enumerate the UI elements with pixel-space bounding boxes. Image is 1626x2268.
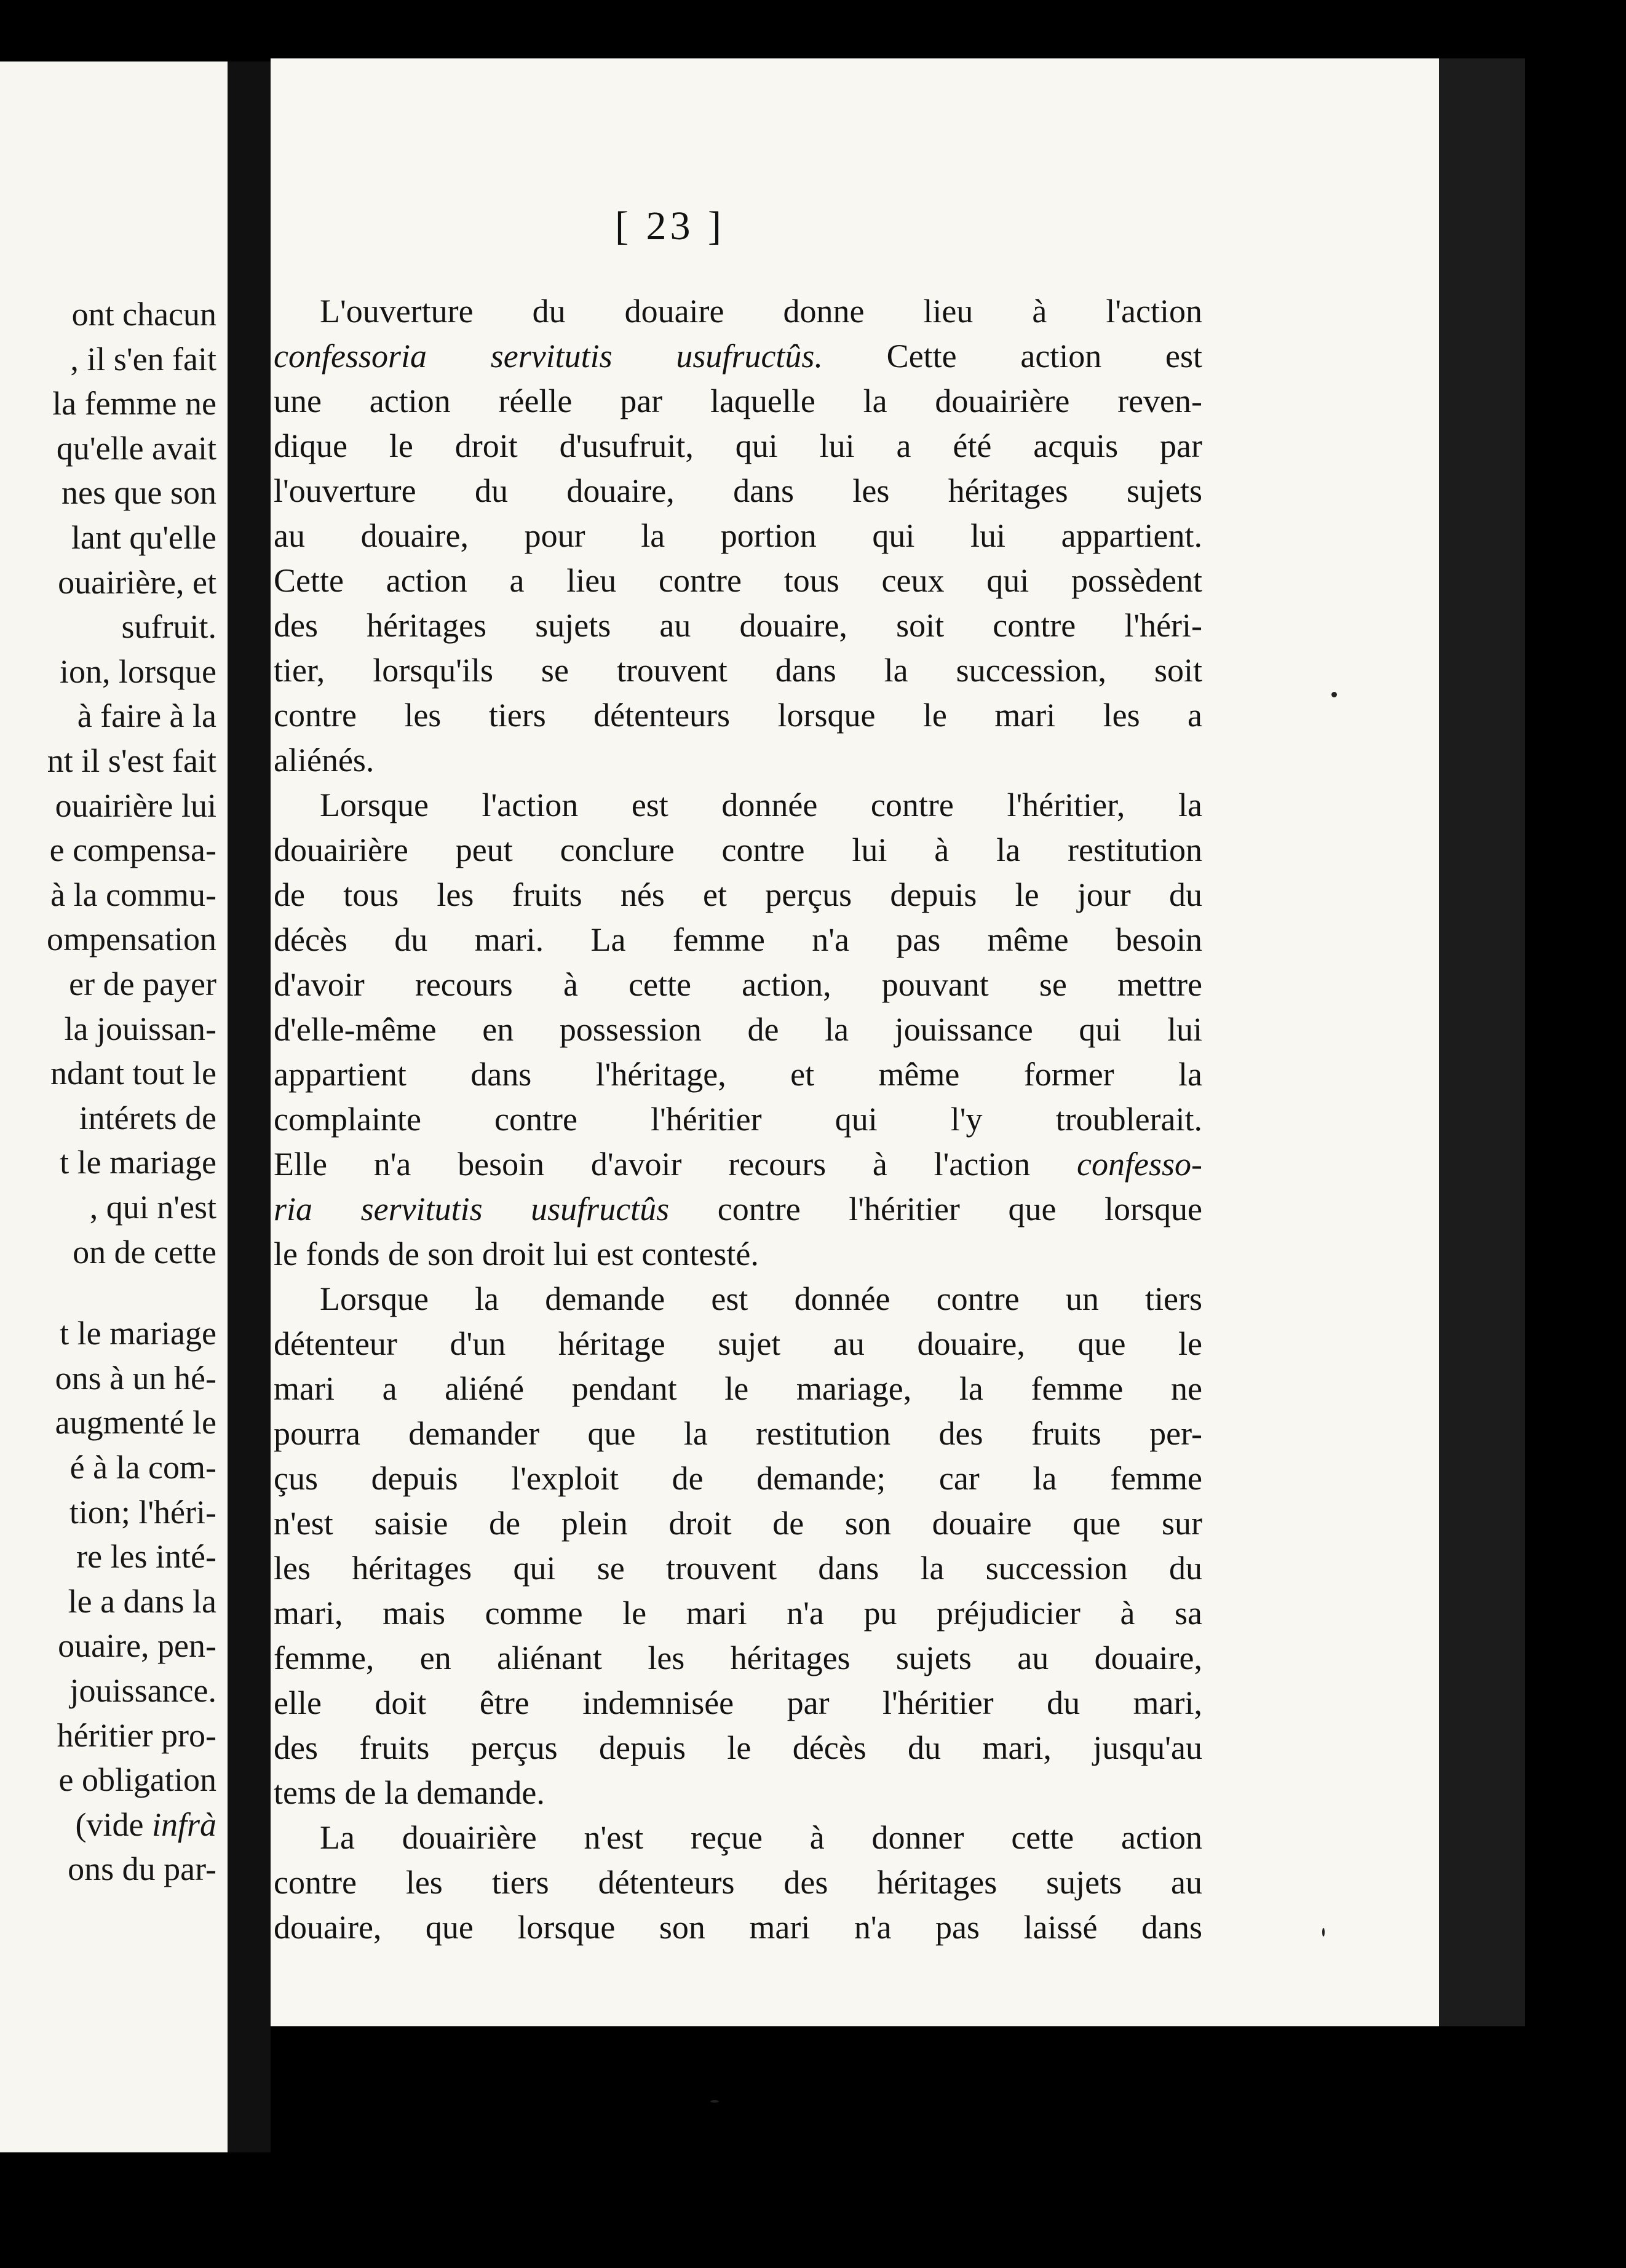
text-run: complainte contre l'héritier qui l'y troublerait. [274,1101,1202,1138]
text-run: l'ouverture du douaire, dans les héritages sujets [274,472,1202,509]
paragraph [274,1815,1202,1950]
text-line [274,828,1202,873]
text-run: mari, mais comme le mari n'a pu préjudicier à sa [274,1595,1202,1632]
text-line [274,424,1202,469]
left-page-fragment: ion, lorsque [60,652,216,690]
text-run: Lorsque la demande est donnée contre un tiers [320,1280,1202,1317]
left-page-fragment: t le mariage [60,1315,216,1352]
left-page-fragment: on de cette [73,1233,216,1271]
text-line [274,1905,1202,1950]
text-run: Lorsque l'action est donnée contre l'héritier, la [320,787,1202,823]
left-page-fragment: é à la com- [69,1449,216,1486]
text-run: mari a aliéné pendant le mariage, la femme ne [274,1370,1202,1407]
text-line [274,783,1202,828]
text-run: de tous les fruits nés et perçus depuis le jour du [274,876,1202,913]
text-run: Elle n'a besoin d'avoir recours à l'action [274,1146,1077,1183]
text-run: çus depuis l'exploit de demande; car la femme [274,1460,1202,1497]
page-edge-shadow [1439,58,1525,2026]
italic-latin-term: ria servitutis usufructûs [274,1191,670,1227]
text-run: décès du mari. La femme n'a pas même besoin [274,921,1202,958]
text-line [274,558,1202,603]
text-run: n'est saisie de plein droit de son douaire que sur [274,1505,1202,1542]
left-page-fragment: ons à un hé- [55,1359,216,1397]
text-run: des fruits perçus depuis le décès du mari, jusqu'au [274,1729,1202,1766]
text-line [274,1277,1202,1322]
page-number: [ 23 ] [615,204,725,248]
left-page-fragment: ouairière lui [55,787,216,824]
text-run: femme, en aliénant les héritages sujets au douaire, [274,1640,1202,1676]
text-line [274,1411,1202,1456]
text-run: d'elle-même en possession de la jouissance qui lui [274,1011,1202,1048]
text-line [274,1187,1202,1232]
left-page-fragment: ouairière, et [58,563,216,601]
text-run: contre les tiers détenteurs lorsque le mari les a [274,697,1202,734]
text-line [274,1007,1202,1052]
italic-latin-term: confesso- [1077,1146,1202,1183]
left-page-fragment: (vide infrà [75,1806,216,1843]
left-page-fragment: la femme ne [52,385,216,422]
text-line [274,693,1202,738]
left-page-fragment: jouissance. [69,1672,216,1709]
text-line [274,1052,1202,1097]
text-line [274,513,1202,558]
text-run: aliénés. [274,742,375,779]
text-run: Cette action est [822,338,1203,375]
left-page-fragment: à faire à la [77,697,216,735]
text-line [274,1232,1202,1277]
text-run: une action réelle par laquelle la douairière reven- [274,383,1202,419]
left-page-fragment: sufruit. [121,608,216,646]
text-run: des héritages sujets au douaire, soit contre l'héri- [274,607,1202,644]
text-run: détenteur d'un héritage sujet au douaire, que le [274,1325,1202,1362]
text-line [274,648,1202,693]
paragraph [274,783,1202,1277]
left-page-fragment: ons du par- [68,1850,216,1888]
text-run: contre l'héritier que lorsque [669,1191,1202,1227]
text-run: au douaire, pour la portion qui lui appartient. [274,517,1202,554]
text-run: tems de la demande. [274,1774,545,1811]
left-page-fragment: t le mariage [60,1144,216,1181]
text-line [274,1815,1202,1860]
text-line [274,1322,1202,1366]
text-run: elle doit être indemnisée par l'héritier du mari, [274,1684,1202,1721]
text-run: douaire, que lorsque son mari n'a pas laissé dans [274,1909,1202,1946]
scan-speck [710,2100,719,2103]
left-page-fragment: tion; l'héri- [69,1493,216,1531]
text-run: contre les tiers détenteurs des héritages sujets au [274,1864,1202,1901]
text-line [274,962,1202,1007]
scan-speck [1331,692,1337,697]
left-page-fragment: qu'elle avait [56,429,216,467]
left-page-fragment: intérets de [79,1099,216,1136]
text-run: tier, lorsqu'ils se trouvent dans la succession, soit [274,652,1202,689]
left-page-fragment: le a dans la [68,1582,216,1620]
text-run: d'avoir recours à cette action, pouvant se mettre [274,966,1202,1003]
left-page-fragment: ompensation [47,921,216,958]
left-page-fragment: , qui n'est [89,1189,216,1226]
book-gutter [228,61,271,2152]
left-page-fragment: nes que son [61,474,216,512]
left-page-fragment: re les inté- [76,1538,216,1576]
text-line [274,918,1202,962]
left-page-fragment: la jouissan- [64,1010,216,1047]
scan-speck [1322,1928,1325,1937]
left-page-fragment: ouaire, pen- [58,1627,216,1665]
italic-latin-term: confessoria servitutis usufructûs. [274,338,823,375]
text-line [274,289,1202,334]
text-line [274,379,1202,424]
left-page-fragment: e compensa- [49,831,216,869]
text-run: le fonds de son droit lui est contesté. [274,1235,759,1272]
text-run: L'ouverture du douaire donne lieu à l'action [320,293,1202,330]
text-run: pourra demander que la restitution des fruits per- [274,1415,1202,1452]
text-line [274,1860,1202,1905]
text-line [274,873,1202,918]
text-line [274,1097,1202,1142]
left-page-fragment: ndant tout le [50,1055,216,1092]
text-line [274,469,1202,513]
left-page-fragment: ont chacun [71,296,216,333]
paragraph [274,1277,1202,1815]
text-line [274,1142,1202,1187]
text-line [274,1456,1202,1501]
left-page-fragment: augmenté le [55,1404,216,1441]
text-run: appartient dans l'héritage, et même former la [274,1056,1202,1093]
text-line [274,334,1202,379]
left-page-fragment: lant qu'elle [71,519,216,556]
text-line [274,738,1202,783]
text-line [274,1681,1202,1726]
text-run: dique le droit d'usufruit, qui lui a été acquis par [274,427,1202,464]
left-page-fragment: er de payer [69,965,216,1002]
text-line [274,1501,1202,1546]
left-page-fragment: nt il s'est fait [47,742,216,779]
text-line [274,1770,1202,1815]
text-run: les héritages qui se trouvent dans la succession du [274,1550,1202,1587]
facing-page-left [0,61,228,2152]
left-page-fragment: à la commu- [50,876,216,913]
body-text [274,289,1202,1950]
left-page-fragment: e obligation [58,1761,216,1799]
text-line [274,1726,1202,1770]
left-page-fragment: , il s'en fait [70,340,216,378]
text-line [274,1591,1202,1636]
paragraph [274,289,1202,783]
text-run: Cette action a lieu contre tous ceux qui possèdent [274,562,1202,599]
text-line [274,603,1202,648]
text-line [274,1546,1202,1591]
text-run: douairière peut conclure contre lui à la restitution [274,831,1202,868]
text-line [274,1636,1202,1681]
text-line [274,1366,1202,1411]
text-run: La douairière n'est reçue à donner cette action [320,1819,1202,1856]
left-page-fragment: héritier pro- [57,1716,216,1754]
